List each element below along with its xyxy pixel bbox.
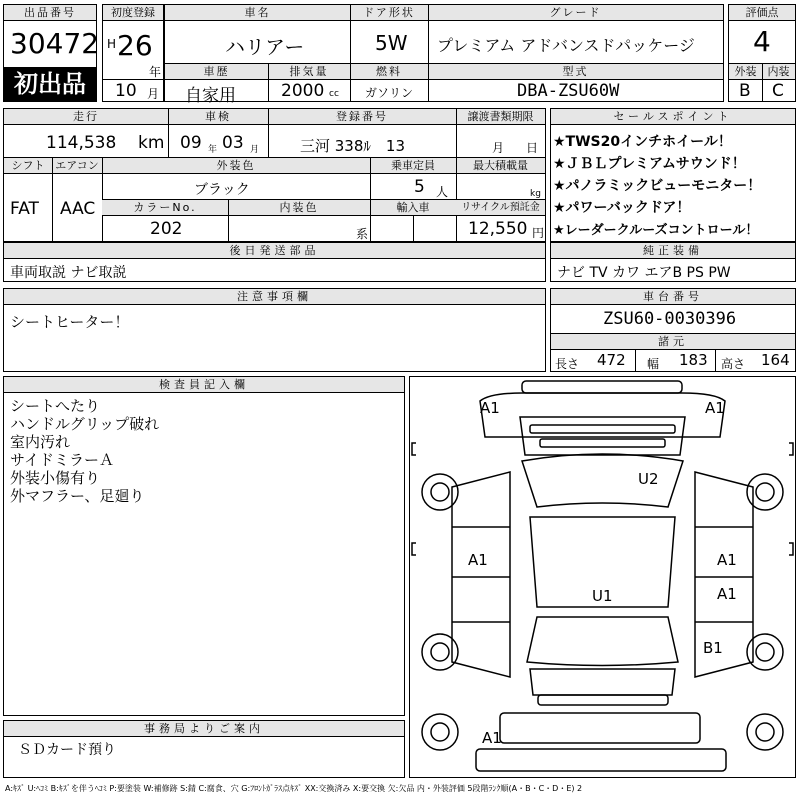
inspection-month: 03 bbox=[222, 133, 244, 153]
inspector-label: 検査員記入欄 bbox=[4, 377, 404, 393]
length-label: 長さ bbox=[555, 357, 580, 371]
later-parts-label: 後日発送部品 bbox=[4, 243, 545, 259]
inspector-box bbox=[3, 376, 405, 716]
color-no: 202 bbox=[150, 219, 183, 239]
interior-color-label: 内装色 bbox=[228, 200, 370, 216]
model: DBA-ZSU60W bbox=[517, 81, 620, 101]
transfer-label: 譲渡書類期限 bbox=[456, 109, 545, 125]
history-label: 車歴 bbox=[165, 64, 268, 80]
door-label: ドア形状 bbox=[350, 5, 428, 21]
lot-number: 30472 bbox=[10, 27, 100, 60]
mark-roof: U2 bbox=[638, 470, 659, 488]
mark-front-right: A1 bbox=[705, 399, 725, 417]
later-parts-text: 車両取説 ナビ取説 bbox=[10, 265, 127, 281]
exterior-color: ブラック bbox=[194, 182, 250, 198]
displacement-label: 排気量 bbox=[268, 64, 350, 80]
genuine-equipment-label: 純正装備 bbox=[551, 243, 795, 259]
transfer-month-unit: 月 bbox=[492, 141, 505, 155]
later-parts-box bbox=[3, 242, 546, 282]
car-outline bbox=[410, 377, 795, 777]
door-type: 5W bbox=[375, 31, 408, 55]
score: 4 bbox=[753, 25, 771, 58]
lot-number-label: 出品番号 bbox=[4, 5, 96, 21]
first-registration-label: 初度登録 bbox=[103, 5, 163, 21]
height-label: 高さ bbox=[721, 357, 746, 371]
shift: FAT bbox=[10, 199, 39, 219]
displacement: 2000 bbox=[281, 81, 325, 101]
color-no-label: カラーNo. bbox=[102, 200, 228, 216]
first-registration-box bbox=[102, 4, 164, 102]
lot-number-box bbox=[3, 4, 100, 102]
plate-label: 登録番号 bbox=[268, 109, 456, 125]
width: 183 bbox=[679, 351, 708, 369]
model-label: 型式 bbox=[428, 64, 723, 80]
inspector-line: サイドミラーＡ bbox=[10, 451, 114, 469]
selling-points-label: セールスポイント bbox=[551, 109, 795, 125]
inspection-year-unit: 年 bbox=[208, 145, 218, 155]
selling-point-item: ★パノラミックビューモニター！ bbox=[553, 178, 762, 194]
notes-text: シートヒーター！ bbox=[10, 313, 130, 331]
inspector-line: 室内汚れ bbox=[10, 433, 71, 451]
interior-grade-label: 内装 bbox=[762, 64, 795, 80]
mark-center: U1 bbox=[592, 587, 613, 605]
office-text: ＳＤカード預り bbox=[18, 742, 116, 758]
mark-right-rear-door: A1 bbox=[717, 585, 737, 603]
chassis-label: 車台番号 bbox=[551, 289, 795, 305]
fuel-label: 燃料 bbox=[350, 64, 428, 80]
selling-point-item: ★ＪＢＬプレミアムサウンド！ bbox=[553, 156, 746, 172]
mark-left-door: A1 bbox=[468, 551, 488, 569]
inspection-label: 車検 bbox=[168, 109, 268, 125]
car-name: ハリアー bbox=[225, 35, 305, 59]
displacement-unit: cc bbox=[329, 89, 339, 99]
genuine-equipment-text: ナビ TV カワ エアB PS PW bbox=[557, 265, 731, 281]
mark-front-left: A1 bbox=[480, 399, 500, 417]
transfer-day-unit: 日 bbox=[526, 141, 539, 155]
car-name-label: 車名 bbox=[165, 5, 350, 21]
capacity-label: 乗車定員 bbox=[370, 158, 456, 174]
mark-rear: A1 bbox=[482, 729, 502, 747]
year-unit: 年 bbox=[149, 65, 162, 79]
office-label: 事務局よりご案内 bbox=[4, 721, 404, 737]
notes-label: 注意事項欄 bbox=[4, 289, 545, 305]
history: 自家用 bbox=[185, 86, 236, 106]
mark-right-rear-quarter: B1 bbox=[703, 639, 723, 657]
inspector-line: ハンドルグリップ破れ bbox=[10, 415, 160, 433]
damage-diagram bbox=[409, 376, 796, 778]
notes-box bbox=[3, 288, 546, 372]
specs-box bbox=[3, 108, 546, 242]
plate: 三河 338ﾙ 13 bbox=[300, 137, 405, 155]
length: 472 bbox=[597, 351, 626, 369]
load-label: 最大積載量 bbox=[456, 158, 545, 174]
office-box bbox=[3, 720, 405, 778]
grade-label: グレード bbox=[428, 5, 723, 21]
selling-points-box bbox=[550, 108, 796, 242]
capacity: 5 bbox=[414, 177, 425, 197]
height: 164 bbox=[761, 351, 790, 369]
fuel: ガソリン bbox=[365, 86, 414, 100]
exterior-grade-label: 外装 bbox=[729, 64, 762, 80]
car-info-box bbox=[164, 4, 724, 106]
mileage-unit: km bbox=[138, 133, 165, 153]
inspector-line: 外装小傷有り bbox=[10, 469, 101, 487]
mark-right-front-door: A1 bbox=[717, 551, 737, 569]
first-listing-badge: 初出品 bbox=[4, 67, 96, 101]
mileage-label: 走行 bbox=[4, 109, 168, 125]
registration-month: 10 bbox=[115, 81, 137, 101]
inspector-line: 外マフラー、足廻り bbox=[10, 487, 145, 505]
selling-point-item: ★レーダークルーズコントロール！ bbox=[553, 223, 759, 238]
aircon-label: エアコン bbox=[52, 158, 102, 174]
width-label: 幅 bbox=[647, 357, 660, 371]
color-label: 外装色 bbox=[102, 158, 370, 174]
recycle-label: リサイクル預託金 bbox=[456, 200, 545, 216]
chassis-box bbox=[550, 288, 796, 372]
grade: プレミアム アドバンスドパッケージ bbox=[437, 36, 695, 55]
dims-label: 諸元 bbox=[551, 334, 795, 350]
interior-grade: C bbox=[772, 81, 784, 101]
inspector-line: シートへたり bbox=[10, 397, 101, 415]
inspection-year: 09 bbox=[180, 133, 202, 153]
shift-label: シフト bbox=[4, 158, 52, 174]
interior-color-unit: 系 bbox=[356, 227, 369, 241]
mileage: 114,538 bbox=[46, 133, 117, 153]
selling-point-item: ★パワーバックドア！ bbox=[553, 200, 691, 216]
era-mark: H bbox=[107, 37, 117, 51]
legend: A:ｷｽﾞ U:ﾍｺﾐ B:ｷｽﾞを伴うﾍｺﾐ P:要塗装 W:補修跡 S:錆 C:腐食、穴 G:ﾌﾛﾝﾄｶﾞﾗｽ点ｷｽﾞ XX:交換済み X:要交換 欠:欠品 内・外装評価 5段階ﾗﾝｸ順(A・B・C・D・E) 2 bbox=[5, 784, 583, 793]
capacity-unit: 人 bbox=[436, 185, 449, 199]
recycle-fee: 12,550 bbox=[468, 219, 528, 239]
recycle-unit: 円 bbox=[532, 226, 545, 240]
inspection-month-unit: 月 bbox=[250, 145, 260, 155]
import-label: 輸入車 bbox=[370, 200, 456, 216]
score-box bbox=[728, 4, 796, 102]
selling-point-item: ★TWS20インチホイール！ bbox=[553, 134, 732, 150]
aircon: AAC bbox=[60, 199, 96, 219]
exterior-grade: B bbox=[739, 81, 751, 101]
chassis-number: ZSU60-0030396 bbox=[603, 309, 737, 329]
registration-year: 26 bbox=[117, 29, 153, 62]
genuine-equipment-box bbox=[550, 242, 796, 282]
month-unit: 月 bbox=[147, 87, 160, 101]
score-label: 評価点 bbox=[729, 5, 795, 21]
load-unit: kg bbox=[530, 189, 541, 199]
